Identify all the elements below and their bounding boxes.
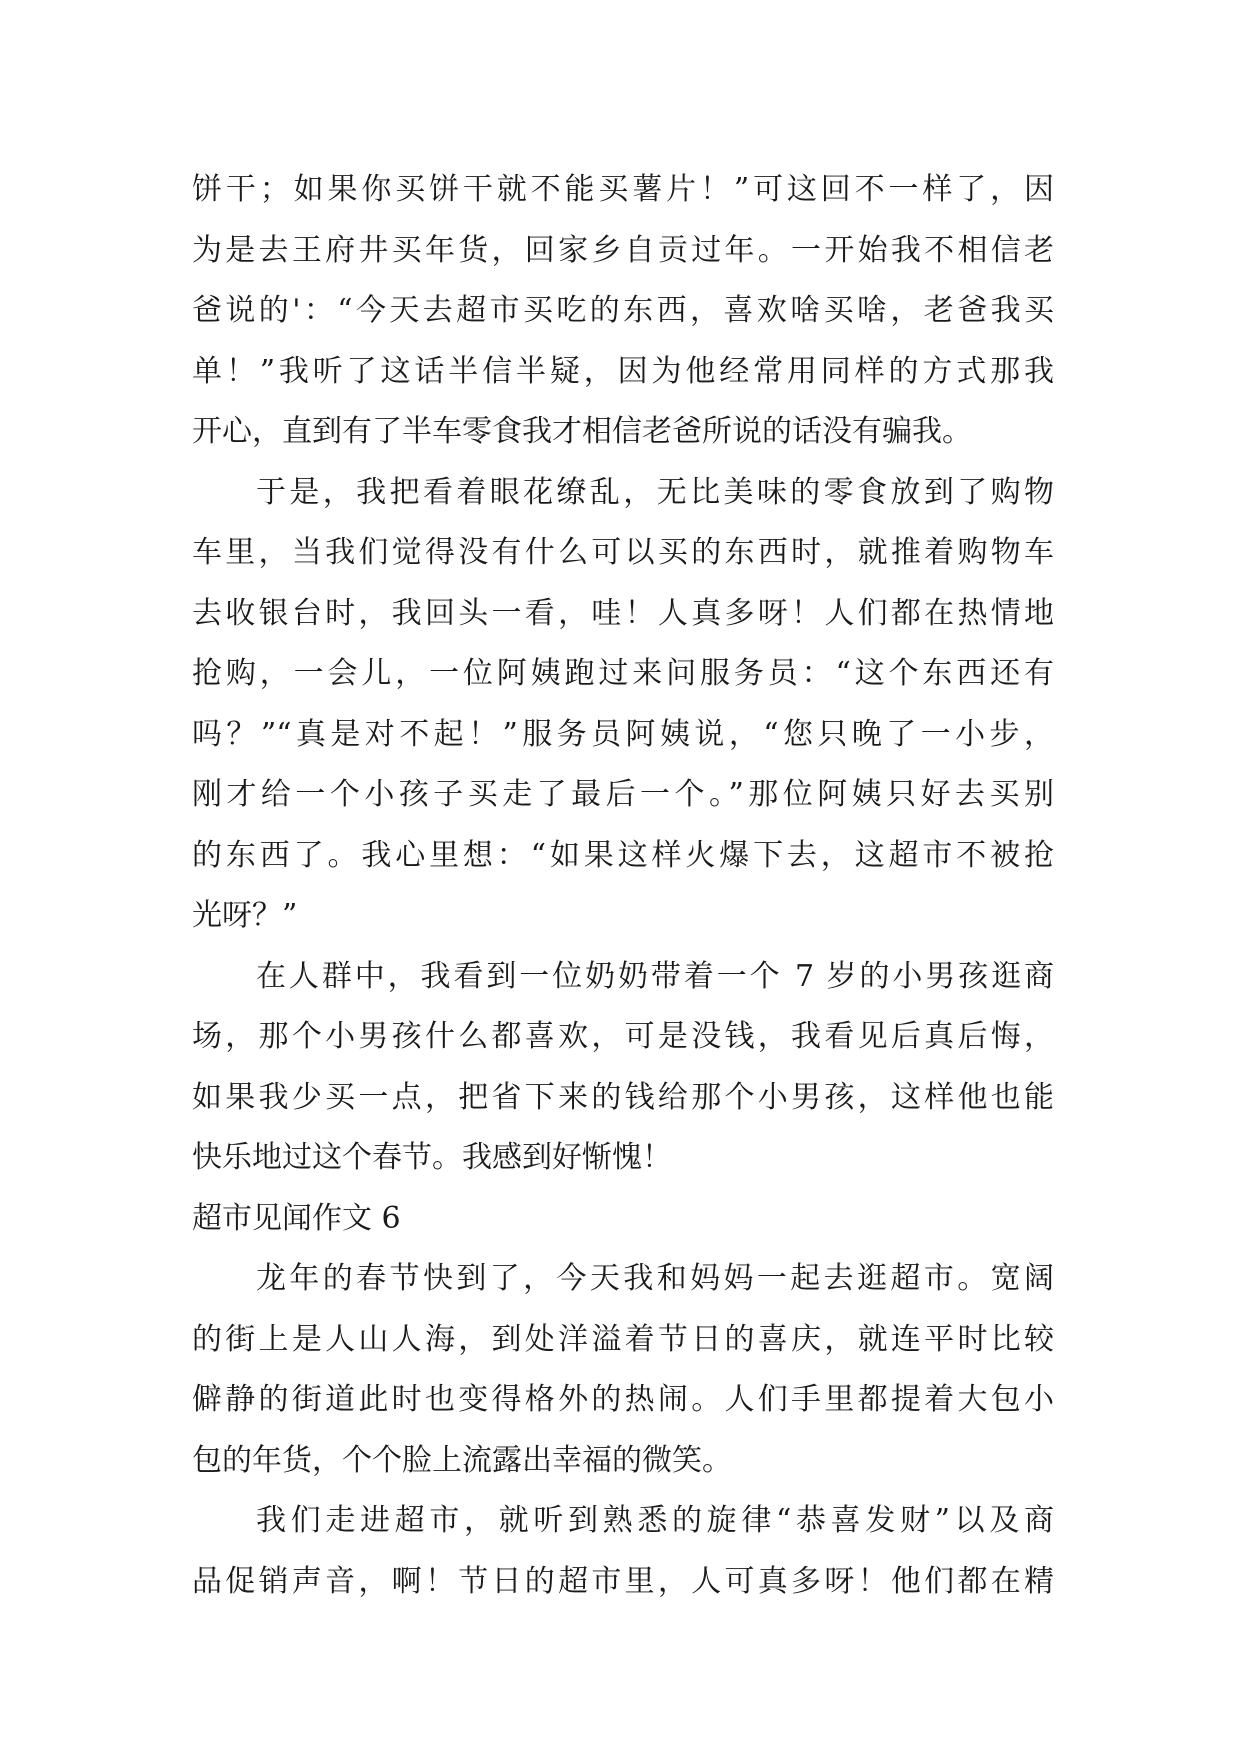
paragraph-line: 车里，当我们觉得没有什么可以买的东西时，就推着购物车: [192, 535, 1054, 570]
paragraph-line: 单！”我听了这话半信半疑，因为他经常用同样的方式那我: [192, 353, 1054, 389]
section-heading: 超市见闻作文 6: [192, 1200, 401, 1236]
paragraph-line: 在人群中，我看到一位奶奶带着一个 7 岁的小男孩逛商: [256, 958, 1054, 994]
paragraph-line: 去收银台时，我回头一看，哇！人真多呀！人们都在热情地: [192, 595, 1054, 631]
paragraph-line: 开心，直到有了半车零食我才相信老爸所说的话没有骗我。: [192, 414, 972, 449]
paragraph-line: 刚才给一个小孩子买走了最后一个。”那位阿姨只好去买别: [192, 777, 1054, 812]
document-body: [192, 160, 1054, 1612]
paragraph-line: 为是去王府井买年货，回家乡自贡过年。一开始我不相信老: [192, 232, 1054, 268]
paragraph-line: 场，那个小男孩什么都喜欢，可是没钱，我看见后真后悔，: [192, 1019, 1054, 1054]
paragraph-line: 饼干；如果你买饼干就不能买薯片！”可这回不一样了，因: [192, 172, 1054, 207]
paragraph-line: 品促销声音，啊！节日的超市里，人可真多呀！他们都在精: [192, 1563, 1054, 1599]
paragraph-line: 龙年的春节快到了，今天我和妈妈一起去逛超市。宽阔: [256, 1261, 1054, 1296]
paragraph-line: 于是，我把看着眼花缭乱，无比美味的零食放到了购物: [256, 474, 1054, 510]
paragraph-line: 快乐地过这个春节。我感到好惭愧！: [192, 1140, 672, 1175]
paragraph-line: 吗？”“真是对不起！”服务员阿姨说，“您只晚了一小步，: [192, 716, 1054, 752]
paragraph-line: 僻静的街道此时也变得格外的热闹。人们手里都提着大包小: [192, 1382, 1054, 1417]
paragraph-line: 如果我少买一点，把省下来的钱给那个小男孩，这样他也能: [192, 1079, 1054, 1115]
paragraph-line: 爸说的'：“今天去超市买吃的东西，喜欢啥买啥，老爸我买: [192, 293, 1054, 328]
paragraph-line: 的东西了。我心里想：“如果这样火爆下去，这超市不被抢: [192, 837, 1054, 873]
paragraph-line: 我们走进超市，就听到熟悉的旋律“恭喜发财”以及商: [256, 1503, 1054, 1538]
paragraph-line: 光呀？”: [192, 898, 298, 933]
paragraph-line: 包的年货，个个脸上流露出幸福的微笑。: [192, 1442, 732, 1478]
paragraph-line: 抢购，一会儿，一位阿姨跑过来问服务员：“这个东西还有: [192, 656, 1054, 691]
paragraph-line: 的街上是人山人海，到处洋溢着节日的喜庆，就连平时比较: [192, 1321, 1054, 1357]
